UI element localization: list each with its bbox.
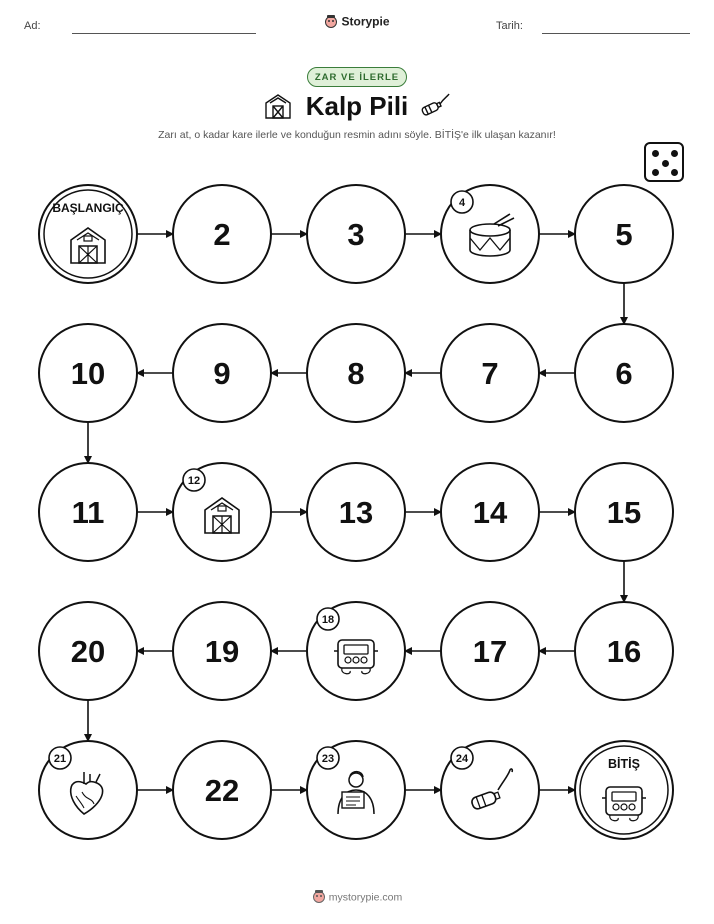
board-square-18[interactable] (307, 602, 405, 700)
page-title: Kalp Pili (305, 91, 409, 121)
date-label: Tarih: (496, 20, 523, 32)
square-number: 2 (213, 217, 231, 252)
board-square-22[interactable] (173, 741, 271, 839)
instructions: Zarı at, o kadar kare ilerle ve konduğun resmin adını söyle. BİTİŞ'e ilk ulaşan kazanır! (158, 129, 556, 141)
board-square-8[interactable] (307, 324, 405, 422)
square-number: 7 (481, 356, 499, 391)
board-square-21[interactable] (39, 741, 137, 839)
square-number: 20 (70, 634, 106, 669)
storypie-mascot-icon (312, 889, 326, 906)
activity-badge: ZAR VE İLERLE (307, 67, 407, 87)
square-number: 9 (213, 356, 231, 391)
board-square-17[interactable] (441, 602, 539, 700)
square-number: 18 (321, 614, 335, 626)
board-square-13[interactable] (307, 463, 405, 561)
name-label: Ad: (24, 20, 41, 32)
square-number: 5 (615, 217, 633, 252)
board-square-3[interactable] (307, 185, 405, 283)
square-number: 23 (321, 753, 335, 765)
square-number: 22 (204, 773, 240, 808)
board-square-20[interactable] (39, 602, 137, 700)
board-square-6[interactable] (575, 324, 673, 422)
square-number: 6 (615, 356, 633, 391)
square-number: 3 (347, 217, 365, 252)
square-number: 21 (53, 753, 67, 765)
square-number: 15 (606, 495, 642, 530)
board-square-14[interactable] (441, 463, 539, 561)
brand-name: Storypie (341, 14, 390, 29)
square-number: 16 (606, 634, 642, 669)
board-square-16[interactable] (575, 602, 673, 700)
footer-url: mystorypie.com (328, 891, 403, 904)
footer (0, 889, 714, 906)
square-number: 13 (338, 495, 374, 530)
board-square-25[interactable] (575, 741, 673, 839)
board-square-15[interactable] (575, 463, 673, 561)
square-number: 12 (187, 475, 201, 487)
square-number: 19 (204, 634, 240, 669)
board-square-1[interactable] (39, 185, 137, 283)
board-square-24[interactable] (441, 741, 539, 839)
board-square-2[interactable] (173, 185, 271, 283)
board-square-11[interactable] (39, 463, 137, 561)
board-square-19[interactable] (173, 602, 271, 700)
start-label: BAŞLANGIÇ (52, 201, 124, 215)
board-square-12[interactable] (173, 463, 271, 561)
board-square-23[interactable] (307, 741, 405, 839)
square-number: 11 (71, 495, 105, 530)
square-number: 24 (455, 753, 469, 765)
square-number: 14 (472, 495, 508, 530)
board-square-10[interactable] (39, 324, 137, 422)
board-square-7[interactable] (441, 324, 539, 422)
square-number: 17 (472, 634, 508, 669)
board-square-5[interactable] (575, 185, 673, 283)
square-number: 8 (347, 356, 365, 391)
board-square-9[interactable] (173, 324, 271, 422)
board-square-4[interactable] (441, 185, 539, 283)
finish-label: BİTİŞ (608, 757, 640, 771)
square-number: 10 (70, 356, 106, 391)
square-number: 4 (458, 197, 466, 209)
